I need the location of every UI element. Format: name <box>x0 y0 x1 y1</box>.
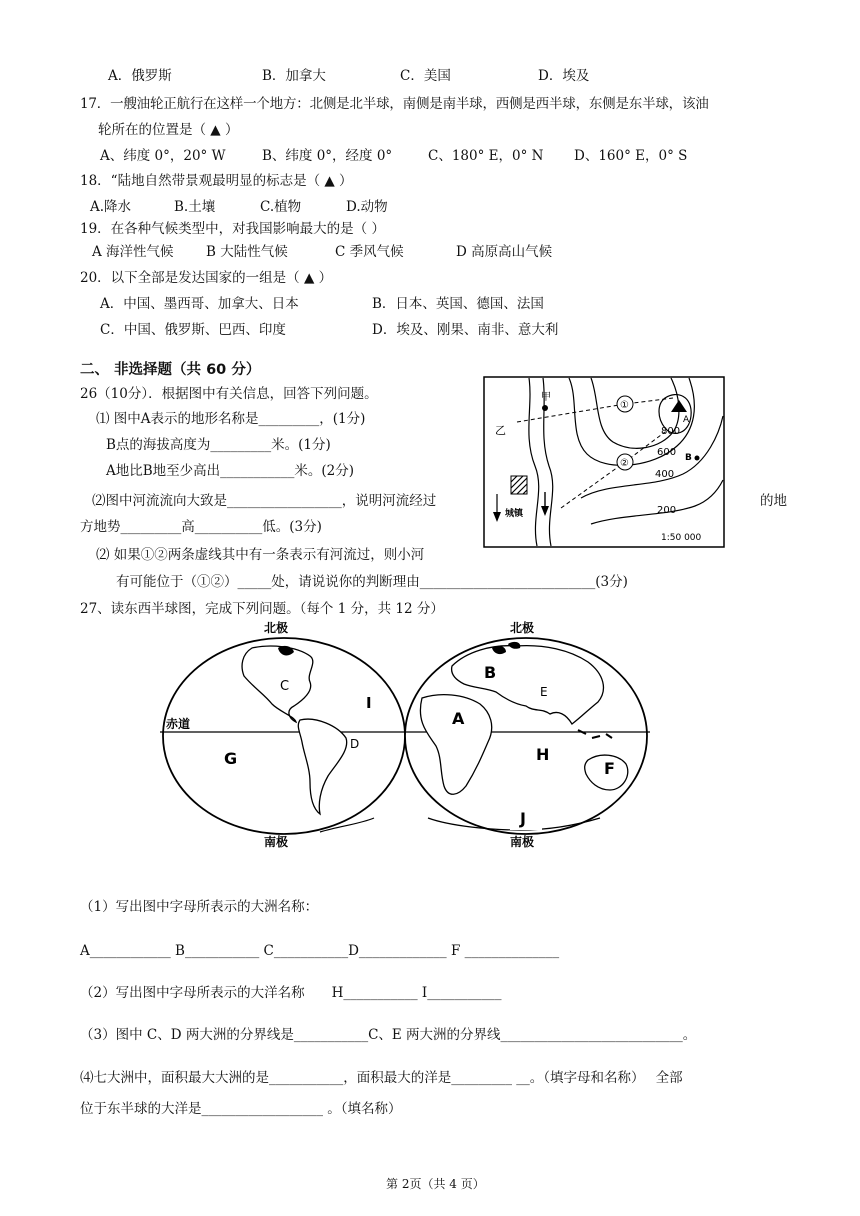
q18-stem: 18．“陆地自然带景观最明显的标志是（ ▲ ） <box>80 173 353 189</box>
page-footer: 第 2页（共 4 页） <box>386 1177 485 1191</box>
label-f: F <box>604 759 615 778</box>
label-north-pole-east: 北极 <box>510 621 535 635</box>
q27-part3: （3）图中 C、D 两大洲的分界线是___________C、E 两大洲的分界线___________________________。 <box>80 1027 697 1043</box>
contour-map <box>483 376 725 548</box>
q19-option-d: D 高原高山气候 <box>456 244 553 260</box>
q26-line6: ⑵ 如果①②两条虚线其中有一条表示有河流过，则小河 <box>96 547 425 563</box>
label-h: H <box>536 745 550 764</box>
q18-option-b: B.土壤 <box>174 199 216 215</box>
label-j: J <box>520 809 526 828</box>
q27-part2: （2）写出图中字母所表示的大洋名称 H___________ I___________ <box>80 985 502 1001</box>
label-scale: 1:50 000 <box>661 533 702 543</box>
label-e: E <box>540 685 548 699</box>
q26-stem: 26（10分）．根据图中有关信息，回答下列问题。 <box>80 386 378 402</box>
q27-part1: （1）写出图中字母所表示的大洲名称： <box>80 899 319 915</box>
q17-option-c: C、180° E，0° N <box>428 148 544 164</box>
point-jia <box>542 405 548 411</box>
q26-line4-tail: 的地 <box>760 493 787 509</box>
q18-option-a: A.降水 <box>90 199 132 215</box>
q16-option-a: A．俄罗斯 <box>108 68 172 84</box>
label-elev-400: 400 <box>655 469 675 480</box>
label-c: C <box>280 679 290 694</box>
q18-option-c: C.植物 <box>260 199 302 215</box>
label-south-pole-east: 南极 <box>510 835 535 849</box>
q20-option-d: D．埃及、刚果、南非、意大利 <box>372 322 559 338</box>
q27-part4-cont: 位于东半球的大洋是__________________ 。（填名称） <box>80 1101 402 1117</box>
label-equator: 赤道 <box>166 717 191 731</box>
point-b <box>695 456 700 461</box>
q26-line2: B点的海拔高度为_________米。(1分) <box>106 437 331 453</box>
q27-part4: ⑷七大洲中，面积最大大洲的是___________，面积最大的洋是_________ __。（填字母和名称） 全部 <box>80 1070 683 1086</box>
label-d: D <box>350 737 360 751</box>
q27-part1-blanks: A____________ B___________ C___________D_____________ F ______________ <box>80 943 560 959</box>
label-elev-800: 800 <box>661 426 681 437</box>
label-a: A <box>683 415 690 425</box>
label-g: G <box>224 749 238 768</box>
label-north-pole-west: 北极 <box>264 621 289 635</box>
label-yi: 乙 <box>495 424 506 437</box>
hemispheres-map <box>160 618 650 850</box>
section-2-title: 二、 非选择题（共 60 分） <box>80 362 261 378</box>
label-elev-200: 200 <box>657 505 677 516</box>
q20-stem: 20．以下全部是发达国家的一组是（ ▲ ） <box>80 270 333 286</box>
label-b: B <box>484 663 497 682</box>
q16-option-b: B．加拿大 <box>262 68 326 84</box>
q20-option-b: B．日本、英国、德国、法国 <box>372 296 544 312</box>
q16-option-d: D．埃及 <box>538 68 590 84</box>
q26-line4: ⑵图中河流流向大致是_________________，说明河流经过 <box>92 493 437 509</box>
q20-option-a: A．中国、墨西哥、加拿大、日本 <box>100 296 299 312</box>
q18-option-d: D.动物 <box>346 199 388 215</box>
label-b: B <box>685 453 692 463</box>
q19-option-b: B 大陆性气候 <box>206 244 288 260</box>
q27-stem: 27、读东西半球图，完成下列问题。（每个 1 分，共 12 分） <box>80 601 444 617</box>
label-j-bg <box>510 808 542 830</box>
label-south-pole-west: 南极 <box>264 835 289 849</box>
q17-option-d: D、160° E，0° S <box>574 148 688 164</box>
q17-option-b: B、纬度 0°，经度 0° <box>262 148 393 164</box>
q20-option-c: C．中国、俄罗斯、巴西、印度 <box>100 322 286 338</box>
q17-stem: 17．一艘油轮正航行在这样一个地方：北侧是北半球，南侧是南半球，西侧是西半球，东侧是东半球，该油 <box>80 96 709 112</box>
q26-line5: 方地势_________高__________低。(3分) <box>80 519 322 535</box>
q19-stem: 19．在各种气候类型中，对我国影响最大的是（ ） <box>80 221 385 237</box>
q17-option-a: A、纬度 0°，20° W <box>100 148 226 164</box>
q26-line1: ⑴ 图中A表示的地形名称是_________，(1分) <box>96 411 366 427</box>
label-circle-2: ② <box>620 458 629 469</box>
label-jia: 甲 <box>541 392 551 403</box>
q19-option-a: A 海洋性气候 <box>92 244 174 260</box>
label-i: I <box>366 694 372 712</box>
q17-stem-cont: 轮所在的位置是（ ▲ ） <box>98 122 239 138</box>
q19-option-c: C 季风气候 <box>335 244 404 260</box>
q26-line7: 有可能位于（①②）_____处，请说说你的判断理由__________________________(3分) <box>116 574 628 590</box>
label-town: 城镇 <box>505 509 524 519</box>
label-a: A <box>452 709 465 728</box>
q26-line3: A地比B地至少高出___________米。(2分) <box>106 463 355 479</box>
q16-option-c: C．美国 <box>400 68 451 84</box>
label-elev-600: 600 <box>657 447 677 458</box>
label-circle-1: ① <box>620 400 629 411</box>
